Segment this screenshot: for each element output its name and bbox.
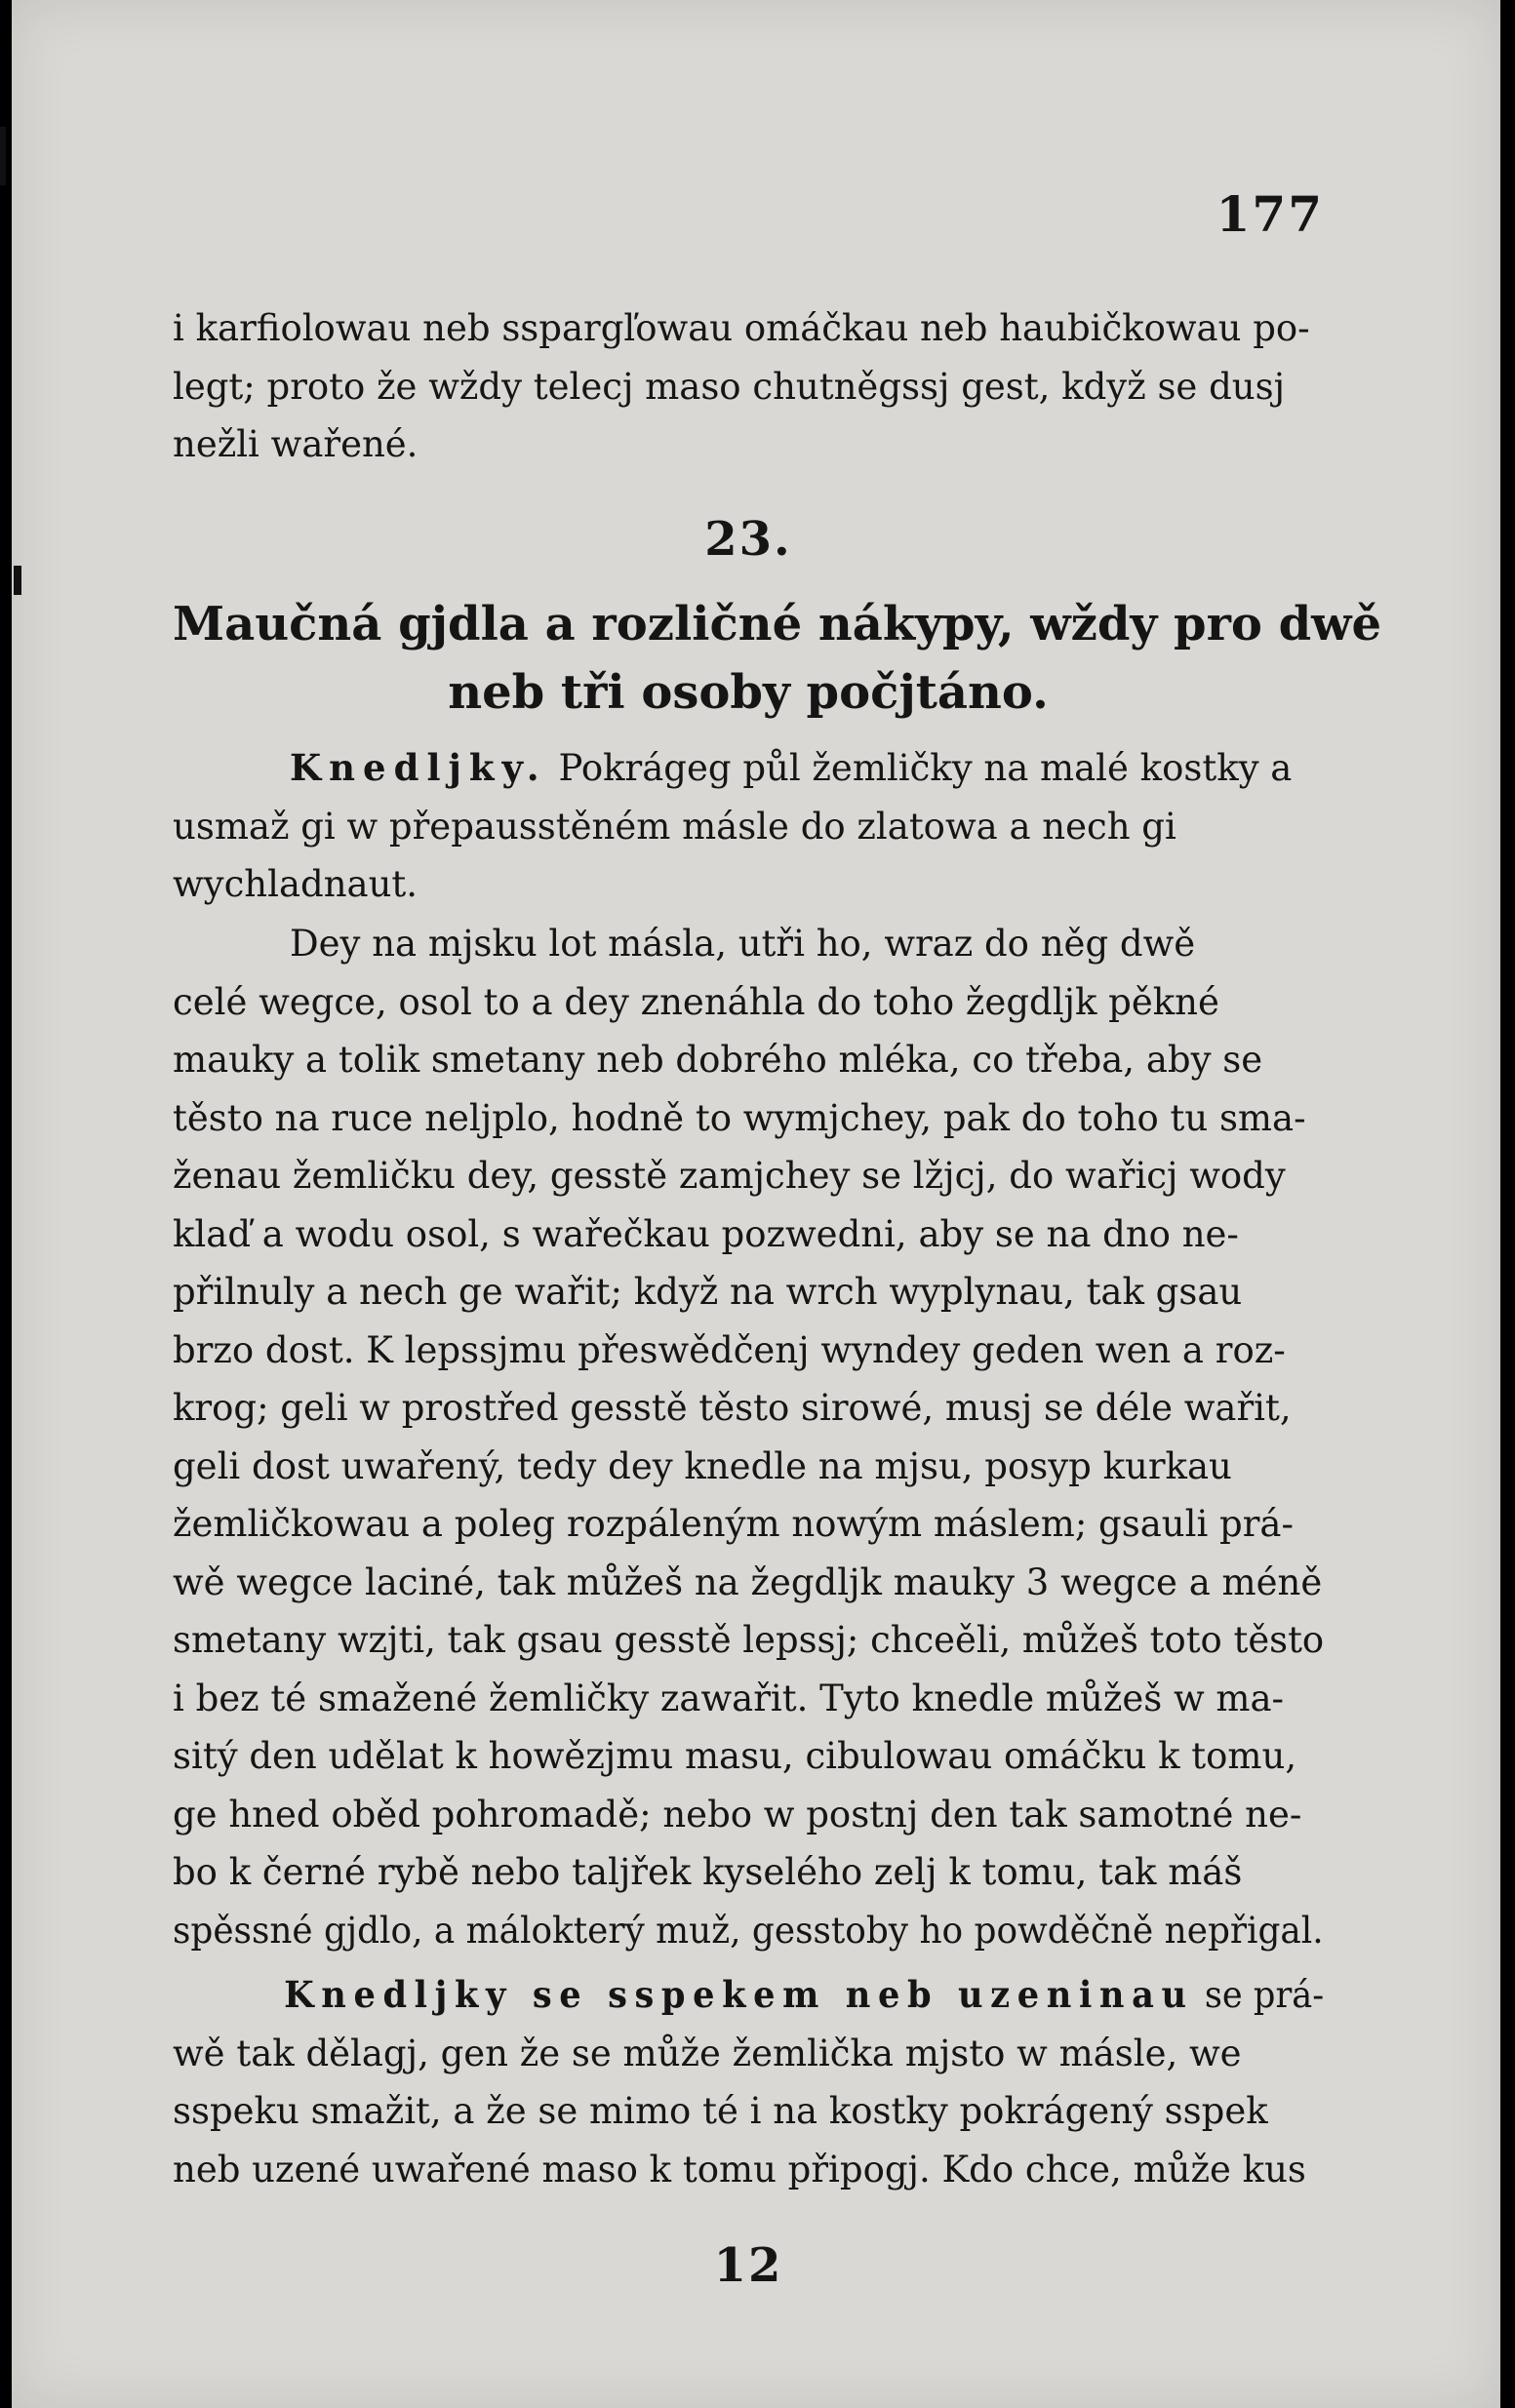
text-line: usmaž gi w přepausstěném másle do zlatowa a nech gi (173, 805, 1176, 848)
text-line (173, 739, 1324, 798)
text-line: ženau žemličku dey, gesstě zamjchey se lžjcj, do wařicj wody (173, 1155, 1286, 1197)
paragraph-continued (173, 299, 1324, 474)
left-edge-mark (14, 566, 21, 595)
text-line: geli dost uwařený, tedy dey knedle na mjsu, posyp kurkau (173, 1444, 1232, 1487)
section-number: 23. (704, 512, 792, 567)
text-line (173, 1966, 1325, 2025)
text-line: wychladnaut. (173, 863, 419, 905)
text-line: brzo dost. K lepssjmu přeswědčenj wyndey geden wen a roz- (173, 1328, 1286, 1371)
recipe-lead: Knedljky se sspekem neb uzeninau (284, 1973, 1194, 2016)
text-line: Dey na mjsku lot másla, utři ho, wraz do něg dwě (290, 923, 1196, 965)
text-run: se prá- (1204, 1974, 1325, 2016)
text-line: bo k černé rybě nebo taljřek kyselého zelj k tomu, tak máš (173, 1851, 1243, 1893)
text-line: přilnuly a nech ge wařit; když na wrch wyplynau, tak gsau (173, 1271, 1243, 1313)
text-line: sspeku smažit, a že se mimo té i na kostky pokrágený sspek (173, 2090, 1268, 2132)
text-line: i karfiolowau neb sspargľowau omáčkau neb haubičkowau po- (173, 307, 1310, 349)
printer-signature: 12 (713, 2238, 783, 2293)
text-line: smetany wzjti, tak gsau gesstě lepssj; chceěli, můžeš toto těsto (173, 1619, 1325, 1661)
text-line: celé wegce, osol to a dey znenáhla do toho žegdljk pěkné (173, 980, 1219, 1023)
recipe-knedljky (173, 739, 1324, 914)
text-run: Pokrágeg půl žemličky na malé kostky a (558, 747, 1293, 789)
text-line: wě wegce laciné, tak můžeš na žegdljk mauky 3 wegce a méně (173, 1560, 1323, 1603)
text-line: krog; geli w prostřed gesstě těsto sirowé, musj se déle wařit, (173, 1387, 1292, 1429)
text-line: sitý den udělat k howězjmu masu, cibulowau omáčku k tomu, (173, 1735, 1297, 1777)
text-line: klaď a wodu osol, s wařečkau pozwedni, aby se na dno ne- (173, 1212, 1239, 1255)
text-line: nežli wařené. (173, 423, 419, 465)
text-line: ge hned oběd pohromadě; nebo w postnj den tak samotné ne- (173, 1793, 1302, 1836)
text-line: žemličkowau a poleg rozpáleným nowým máslem; gsauli prá- (173, 1503, 1294, 1545)
section-title-line: neb tři osoby počjtáno. (448, 665, 1049, 720)
section-title (173, 590, 1381, 727)
text-line: těsto na ruce neljplo, hodně to wymjchey, pak do toho tu sma- (173, 1096, 1306, 1139)
section-title-line: Maučná gjdla a rozličné nákypy, wždy pro dwě (173, 597, 1381, 651)
text-line: mauky a tolik smetany neb dobrého mléka, co třeba, aby se (173, 1039, 1263, 1081)
recipe-lead: Knedljky. (290, 746, 547, 789)
text-line: spěssné gjdlo, a málokterý muž, gesstoby ho powděčně nepřigal. (173, 1909, 1324, 1952)
recipe-instructions (173, 915, 1324, 1959)
text-line: wě tak dělagj, gen že se může žemlička mjsto w másle, we (173, 2032, 1242, 2074)
book-page (12, 0, 1500, 2408)
page-number: 177 (1216, 185, 1324, 243)
text-line: legt; proto že wždy telecj maso chutněgssj gest, když se dusj (173, 365, 1286, 408)
left-edge-mark (0, 127, 6, 185)
text-line: neb uzené uwařené maso k tomu připogj. Kdo chce, může kus (173, 2148, 1306, 2191)
recipe-knedljky-sspek (173, 1966, 1324, 2198)
text-line: i bez té smažené žemličky zawařit. Tyto knedle můžeš w ma- (173, 1677, 1285, 1719)
